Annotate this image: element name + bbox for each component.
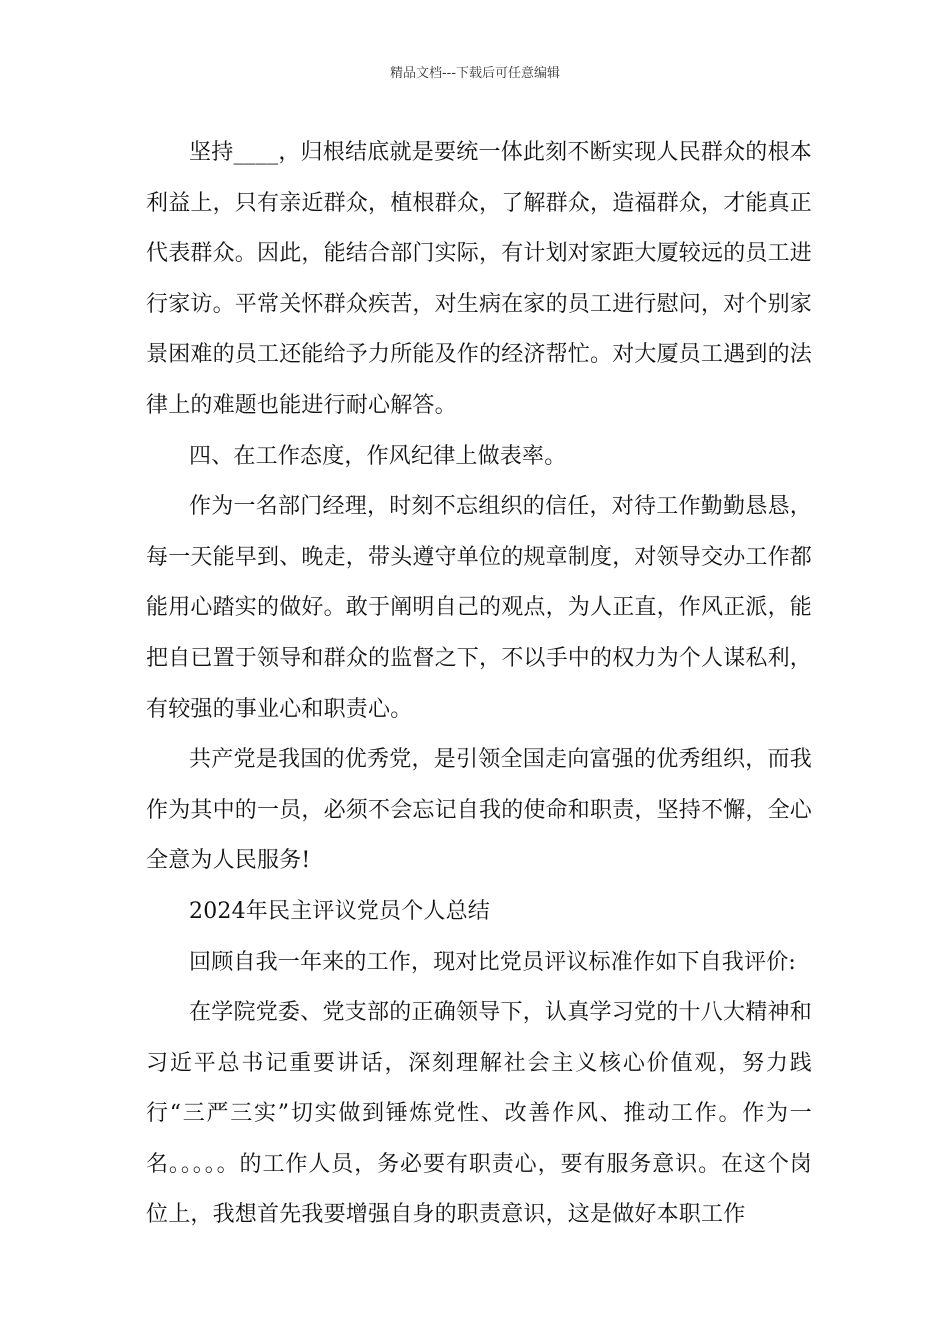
paragraph-section-four-heading: 四、在工作态度，作风纪律上做表率。: [189, 443, 567, 469]
paragraph-work-attitude: 作为一名部门经理，时刻不忘组织的信任，对待工作勤勤恳恳，每一天能早到、晚走，带头遵守单位的规章制度，对领导交办工作都能用心踏实的做好。敢于阐明自己的观点，为人正直，作风正派，能把自已置于领导和群众的监督之下，不以手中的权力为个人谋私利，有较强的事业心和职责心。: [146, 494, 813, 722]
paragraph-review-intro: 回顾自我一年来的工作，现对比党员评议标准作如下自我评价:: [189, 949, 797, 975]
section-title: 2024年民主评议党员个人总结: [189, 898, 490, 924]
document-body: [146, 128, 812, 1241]
paragraph-mass-line: 坚持____，归根结底就是要统一体此刻不断实现人民群众的根本利益上，只有亲近群众，植根群众，了解群众，造福群众，才能真正代表群众。因此，能结合部门实际，有计划对家距大厦较远的员工进行家访。平常关怀群众疾苦，对生病在家的员工进行慰问，对个别家景困难的员工还能给予力所能及作的经济帮忙。对大厦员工遇到的法律上的难题也能进行耐心解答。: [146, 140, 813, 418]
paragraph-party-mission: 共产党是我国的优秀党，是引领全国走向富强的优秀组织，而我作为其中的一员，必须不会忘记自我的使命和职责，坚持不懈，全心全意为人民服务!: [146, 747, 813, 874]
page-header: 精品文档---下载后可任意编辑: [389, 66, 561, 81]
paragraph-leadership-study: 在学院党委、党支部的正确领导下，认真学习党的十八大精神和习近平总书记重要讲话，深刻理解社会主义核心价值观，努力践行“三严三实”切实做到锤炼党性、改善作风、推动工作。作为一名。。。。。的工作人员，务必要有职责心，要有服务意识。在这个岗位上，我想首先我要增强自身的职责意识，这是做好本职工作: [146, 1000, 812, 1228]
